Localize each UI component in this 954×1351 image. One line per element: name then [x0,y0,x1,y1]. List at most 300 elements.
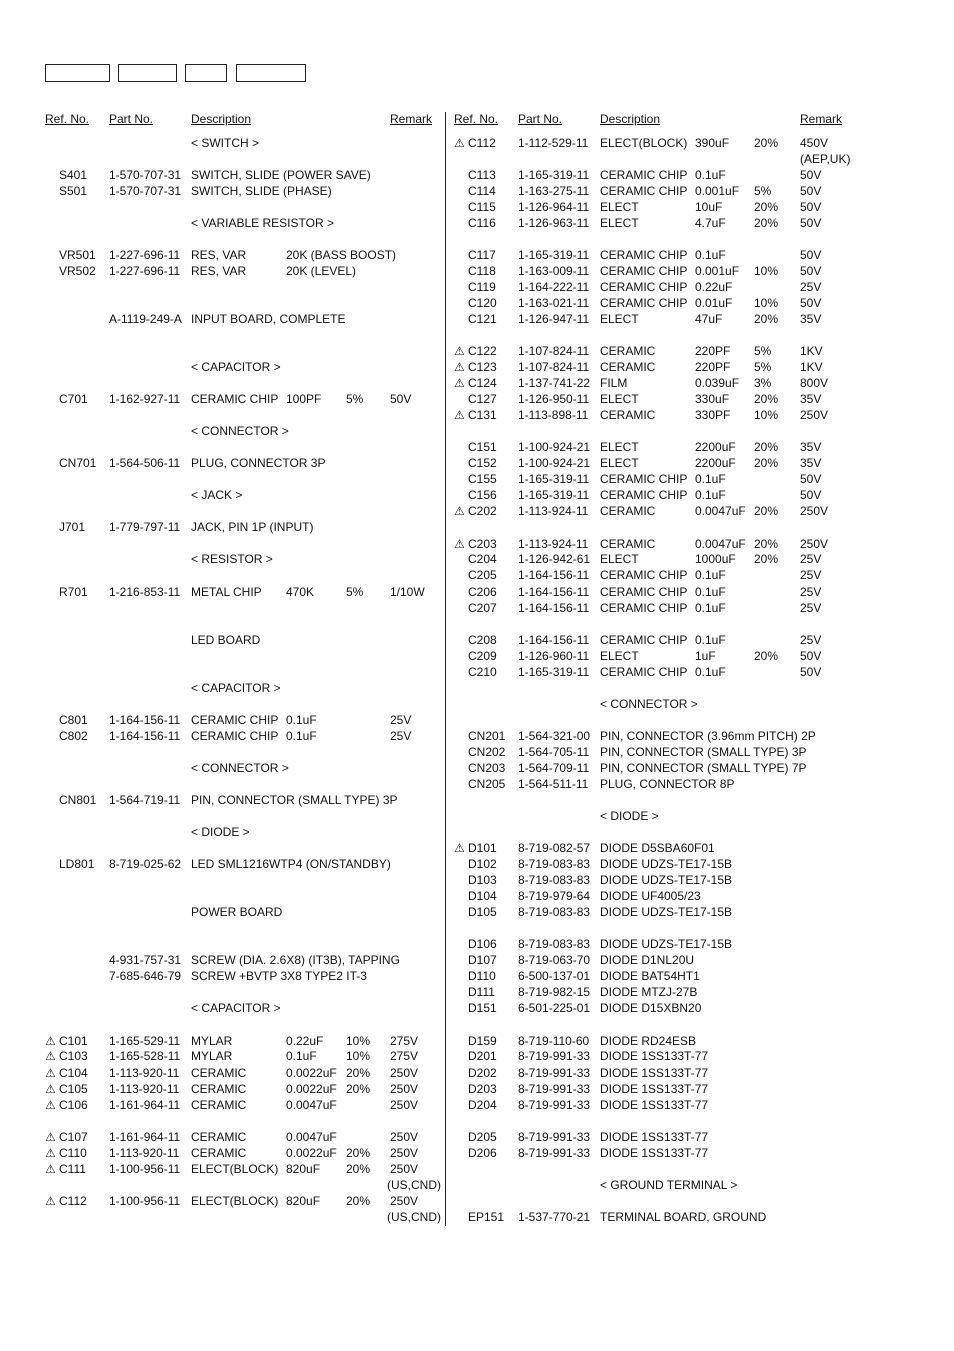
ref-no: D102 [468,857,497,871]
ref-no: C121 [468,312,497,326]
remark: 50V [800,296,822,310]
part-no: 8-719-982-15 [518,985,591,999]
right-part-row [0,600,954,616]
description: PLUG, CONNECTOR 3P [191,456,326,470]
description: DIODE D15XBN20 [600,1001,702,1015]
right-part-row [0,1048,954,1064]
ref-no: C106 [59,1098,88,1112]
right-part-row [0,760,954,776]
value: 0.1uF [286,729,317,743]
value: 2200uF [695,440,736,454]
tolerance: 20% [754,392,779,406]
description: ELECT(BLOCK) [191,1194,279,1208]
right-part-row [0,904,954,920]
right-part-row [0,872,954,888]
description: CERAMIC CHIP [600,264,688,278]
right-part-row [0,311,954,327]
ref-no: D151 [468,1001,497,1015]
value: 4.7uF [695,216,726,230]
description: ELECT [600,312,639,326]
ref-no: C116 [468,216,496,230]
right-part-row [0,263,954,279]
remark: 50V [390,392,412,406]
description: CERAMIC CHIP [600,472,688,486]
ref-no: VR502 [59,264,96,278]
right-part-row [0,279,954,295]
description: PIN, CONNECTOR (SMALL TYPE) 7P [600,761,807,775]
tolerance: 5% [754,360,772,374]
right-part-row [0,648,954,664]
right-part-row [0,952,954,968]
value: 820uF [286,1194,321,1208]
part-no: 4-931-757-31 [109,953,182,967]
part-no: 1-165-319-11 [518,168,590,182]
right-part-row [0,295,954,311]
right-part-row [0,888,954,904]
right-part-row [0,1033,954,1049]
ref-no: S501 [59,184,88,198]
value: 220PF [695,344,731,358]
right-part-row [0,728,954,744]
description: ELECT(BLOCK) [191,1162,279,1176]
description: < CAPACITOR > [191,1001,281,1015]
left-header-remark: Remark [390,112,433,126]
part-no: 1-164-156-11 [109,729,181,743]
description: DIODE UDZS-TE17-15B [600,937,733,951]
description: DIODE UDZS-TE17-15B [600,905,733,919]
tolerance: 10% [754,408,779,422]
value: 0.1uF [695,601,726,615]
description: ELECT [600,392,639,406]
description: CERAMIC CHIP [600,168,688,182]
value: 0.1uF [286,1049,317,1063]
value: 0.1uF [695,568,726,582]
value: 0.0047uF [695,504,746,518]
part-no: 1-564-321-00 [518,729,591,743]
description: RES, VAR [191,264,247,278]
ref-no: D103 [468,873,497,887]
remark: 50V [800,248,822,262]
description: DIODE RD24ESB [600,1034,697,1048]
right-part-row [0,567,954,583]
part-no: 1-165-529-11 [109,1034,181,1048]
ref-no: C206 [468,585,497,599]
right-part-row [0,968,954,984]
right-part-row [0,1097,954,1113]
ref-no: C119 [468,280,496,294]
description: JACK, PIN 1P (INPUT) [191,520,314,534]
value: 47uF [695,312,723,326]
safety-warning-icon: ⚠ [454,504,465,518]
remark: 50V [800,184,822,198]
right-part-row [0,1177,954,1193]
ref-no: D204 [468,1098,497,1112]
remark: 250V [390,1146,419,1160]
description: < SWITCH > [191,136,260,150]
safety-warning-icon: ⚠ [45,1049,56,1063]
ref-no: J701 [59,520,86,534]
right-part-row [0,744,954,760]
description: < DIODE > [191,825,250,839]
part-no: 7-685-646-79 [109,969,182,983]
tolerance: 5% [346,392,364,406]
part-no: 1-126-950-11 [518,392,590,406]
safety-warning-icon: ⚠ [45,1194,56,1208]
description: DIODE D5SBA60F01 [600,841,715,855]
part-no: 1-165-319-11 [518,472,590,486]
value: 0.0022uF [286,1066,337,1080]
tolerance: 20% [754,216,779,230]
part-no: 8-719-991-33 [518,1146,591,1160]
remark: 25V [800,568,822,582]
tolerance: 20% [754,440,779,454]
description: SWITCH, SLIDE (POWER SAVE) [191,168,371,182]
part-no: 1-570-707-31 [109,184,182,198]
remark: (AEP,UK) [800,152,851,166]
part-no: 1-113-898-11 [518,408,589,422]
remark: 800V [800,376,829,390]
value: 0.001uF [695,184,740,198]
ref-no: C120 [468,296,497,310]
right-part-row [0,199,954,215]
right-part-row [0,808,954,824]
ref-no: C122 [468,344,497,358]
description: CERAMIC [600,360,656,374]
description: < RESISTOR > [191,552,273,566]
ref-no: D205 [468,1130,497,1144]
description: ELECT(BLOCK) [600,136,688,150]
description: MYLAR [191,1034,233,1048]
ref-no: D104 [468,889,497,903]
value: 0.001uF [695,264,740,278]
ref-no: C113 [468,168,496,182]
part-no: 1-564-719-11 [109,793,181,807]
description: < CONNECTOR > [600,697,698,711]
ref-no: C205 [468,568,497,582]
remark: 25V [390,729,412,743]
tolerance: 20% [754,504,779,518]
header-box-4 [236,64,306,82]
ref-no: CN801 [59,793,97,807]
right-part-row [0,391,954,407]
part-no: 1-137-741-22 [518,376,591,390]
value: 0.0022uF [286,1146,337,1160]
description: < JACK > [191,488,243,502]
right-part-row [0,167,954,183]
description: < CAPACITOR > [191,681,281,695]
value: 0.1uF [695,168,726,182]
description: CERAMIC CHIP [600,585,688,599]
remark: 1KV [800,360,823,374]
remark: 250V [800,537,829,551]
right-part-row [0,664,954,680]
right-part-row [0,1209,954,1225]
ref-no: C208 [468,633,497,647]
description: CERAMIC CHIP [600,633,688,647]
ref-no: C107 [59,1130,88,1144]
ref-no: CN203 [468,761,506,775]
part-no: 8-719-991-33 [518,1049,591,1063]
remark: 50V [800,488,822,502]
part-no: 1-164-222-11 [518,280,590,294]
ref-no: C112 [59,1194,87,1208]
description: CERAMIC [191,1130,247,1144]
part-no: 8-719-991-33 [518,1098,591,1112]
part-no: 1-164-156-11 [518,633,590,647]
header-box-1 [45,64,110,82]
value: 20K (LEVEL) [286,264,357,278]
description: CERAMIC CHIP [600,488,688,502]
description: < VARIABLE RESISTOR > [191,216,334,230]
right-part-row [0,776,954,792]
part-no: 1-537-770-21 [518,1210,591,1224]
remark: 25V [800,633,822,647]
part-no: 8-719-110-60 [518,1034,590,1048]
description: CERAMIC [191,1066,247,1080]
ref-no: D206 [468,1146,497,1160]
ref-no: D111 [468,985,495,999]
right-part-row [0,183,954,199]
value: 100PF [286,392,322,406]
right-part-row [0,840,954,856]
part-no: 1-107-824-11 [518,344,590,358]
ref-no: C802 [59,729,88,743]
safety-warning-icon: ⚠ [45,1162,56,1176]
left-part-row [0,423,954,439]
ref-no: D101 [468,841,497,855]
remark: (US,CND) [387,1210,441,1224]
description: < CAPACITOR > [191,360,281,374]
tolerance: 20% [754,552,779,566]
part-no: 8-719-991-33 [518,1130,591,1144]
description: DIODE UF4005/23 [600,889,701,903]
part-no: 6-500-137-01 [518,969,591,983]
description: CERAMIC CHIP [600,296,688,310]
remark: 450V [800,136,829,150]
remark: 250V [800,504,829,518]
part-no: 8-719-025-62 [109,857,182,871]
remark: 25V [800,552,822,566]
part-no: 1-163-021-11 [518,296,590,310]
safety-warning-icon: ⚠ [454,376,465,390]
ref-no: C114 [468,184,496,198]
value: 1uF [695,649,716,663]
description: METAL CHIP [191,585,262,599]
ref-no: C210 [468,665,497,679]
remark: 1KV [800,344,823,358]
left-part-row [0,1161,954,1177]
ref-no: C117 [468,248,496,262]
part-no: 1-570-707-31 [109,168,182,182]
part-no: 1-161-964-11 [109,1098,181,1112]
tolerance: 5% [346,585,364,599]
right-part-row [0,584,954,600]
ref-no: EP151 [468,1210,505,1224]
right-header-description: Description [600,112,661,126]
safety-warning-icon: ⚠ [454,537,465,551]
part-no: 1-227-696-11 [109,248,181,262]
safety-warning-icon: ⚠ [45,1034,56,1048]
description: CERAMIC [191,1098,247,1112]
remark: 250V [390,1162,419,1176]
part-no: 1-564-705-11 [518,745,590,759]
part-no: 6-501-225-01 [518,1001,591,1015]
right-part-row [0,1065,954,1081]
value: 470K [286,585,315,599]
right-part-row [0,455,954,471]
part-no: 1-165-319-11 [518,665,590,679]
safety-warning-icon: ⚠ [45,1082,56,1096]
ref-no: C155 [468,472,497,486]
value: 0.1uF [695,488,726,502]
description: ELECT [600,456,639,470]
remark: 50V [800,216,822,230]
left-header-ref: Ref. No. [45,112,90,126]
part-no: 1-126-963-11 [518,216,590,230]
value: 10uF [695,200,723,214]
left-header-part: Part No. [109,112,154,126]
right-part-row [0,407,954,423]
safety-warning-icon: ⚠ [45,1130,56,1144]
description: < CONNECTOR > [191,761,289,775]
safety-warning-icon: ⚠ [45,1146,56,1160]
part-no: 1-162-927-11 [109,392,181,406]
value: 0.1uF [695,585,726,599]
part-no: 8-719-083-83 [518,857,591,871]
description: < DIODE > [600,809,659,823]
ref-no: C152 [468,456,497,470]
description: CERAMIC [600,344,656,358]
description: < CONNECTOR > [191,424,289,438]
left-part-row [0,680,954,696]
part-no: 1-113-920-11 [109,1066,180,1080]
tolerance: 10% [754,264,779,278]
value: 0.0022uF [286,1082,337,1096]
left-part-row [0,792,954,808]
description: ELECT [600,649,639,663]
right-part-row [0,359,954,375]
tolerance: 10% [346,1049,371,1063]
tolerance: 20% [754,312,779,326]
ref-no: LD801 [59,857,95,871]
tolerance: 20% [754,537,779,551]
remark: 35V [800,312,822,326]
ref-no: C115 [468,200,496,214]
ref-no: C110 [59,1146,87,1160]
part-no: 1-112-529-11 [518,136,589,150]
tolerance: 5% [754,184,772,198]
description: POWER BOARD [191,905,283,919]
part-no: 1-165-528-11 [109,1049,181,1063]
description: DIODE MTZJ-27B [600,985,698,999]
part-no: 8-719-083-83 [518,937,591,951]
part-no: 1-100-956-11 [109,1162,181,1176]
part-no: 1-113-924-11 [518,504,589,518]
ref-no: D110 [468,969,496,983]
part-no: 1-126-942-61 [518,552,591,566]
left-part-row [0,824,954,840]
ref-no: VR501 [59,248,96,262]
ref-no: C123 [468,360,497,374]
part-no: 1-100-956-11 [109,1194,181,1208]
remark: 35V [800,456,822,470]
part-no: 1-164-156-11 [518,585,590,599]
description: PIN, CONNECTOR (SMALL TYPE) 3P [600,745,807,759]
remark: 50V [800,264,822,278]
part-no: 1-163-009-11 [518,264,590,278]
part-no: 1-161-964-11 [109,1130,181,1144]
ref-no: C204 [468,552,497,566]
tolerance: 20% [346,1194,371,1208]
ref-no: C101 [59,1034,88,1048]
tolerance: 10% [754,296,779,310]
description: CERAMIC CHIP [191,729,279,743]
remark: 35V [800,440,822,454]
ref-no: CN701 [59,456,97,470]
remark: 25V [390,713,412,727]
value: 0.1uF [695,248,726,262]
description: SWITCH, SLIDE (PHASE) [191,184,332,198]
description: DIODE 1SS133T-77 [600,1082,709,1096]
part-no: 1-779-797-11 [109,520,181,534]
value: 0.0047uF [286,1130,337,1144]
right-part-row [0,551,954,567]
description: PIN, CONNECTOR (SMALL TYPE) 3P [191,793,398,807]
left-part-row [0,519,954,535]
left-header-description: Description [191,112,252,126]
value: 0.01uF [695,296,733,310]
ref-no: C112 [468,136,496,150]
part-no: 1-564-709-11 [518,761,590,775]
ref-no: C151 [468,440,497,454]
description: CERAMIC CHIP [600,248,688,262]
ref-no: D106 [468,937,497,951]
safety-warning-icon: ⚠ [45,1098,56,1112]
description: DIODE 1SS133T-77 [600,1130,709,1144]
value: 390uF [695,136,730,150]
right-part-row [0,503,954,519]
tolerance: 20% [346,1082,371,1096]
value: 0.22uF [286,1034,324,1048]
description: CERAMIC [600,408,656,422]
description: PLUG, CONNECTOR 8P [600,777,735,791]
part-no: 1-100-924-21 [518,440,591,454]
description: LED SML1216WTP4 (ON/STANDBY) [191,857,391,871]
remark: 275V [390,1034,419,1048]
right-header-part: Part No. [518,112,563,126]
ref-no: CN205 [468,777,506,791]
left-part-row [0,1193,954,1209]
description: CERAMIC CHIP [191,392,279,406]
description: CERAMIC [191,1082,247,1096]
remark: 250V [390,1066,419,1080]
description: PIN, CONNECTOR (3.96mm PITCH) 2P [600,729,816,743]
header-box-3 [185,64,227,82]
description: RES, VAR [191,248,247,262]
part-no: A-1119-249-A [109,312,182,326]
ref-no: C111 [59,1162,86,1176]
description: DIODE 1SS133T-77 [600,1066,709,1080]
remark: 25V [800,280,822,294]
description: CERAMIC CHIP [600,280,688,294]
description: CERAMIC CHIP [600,184,688,198]
part-no: 1-164-156-11 [109,713,181,727]
part-no: 8-719-082-57 [518,841,591,855]
ref-no: S401 [59,168,88,182]
part-no: 1-564-506-11 [109,456,181,470]
ref-no: C156 [468,488,497,502]
ref-no: C131 [468,408,497,422]
